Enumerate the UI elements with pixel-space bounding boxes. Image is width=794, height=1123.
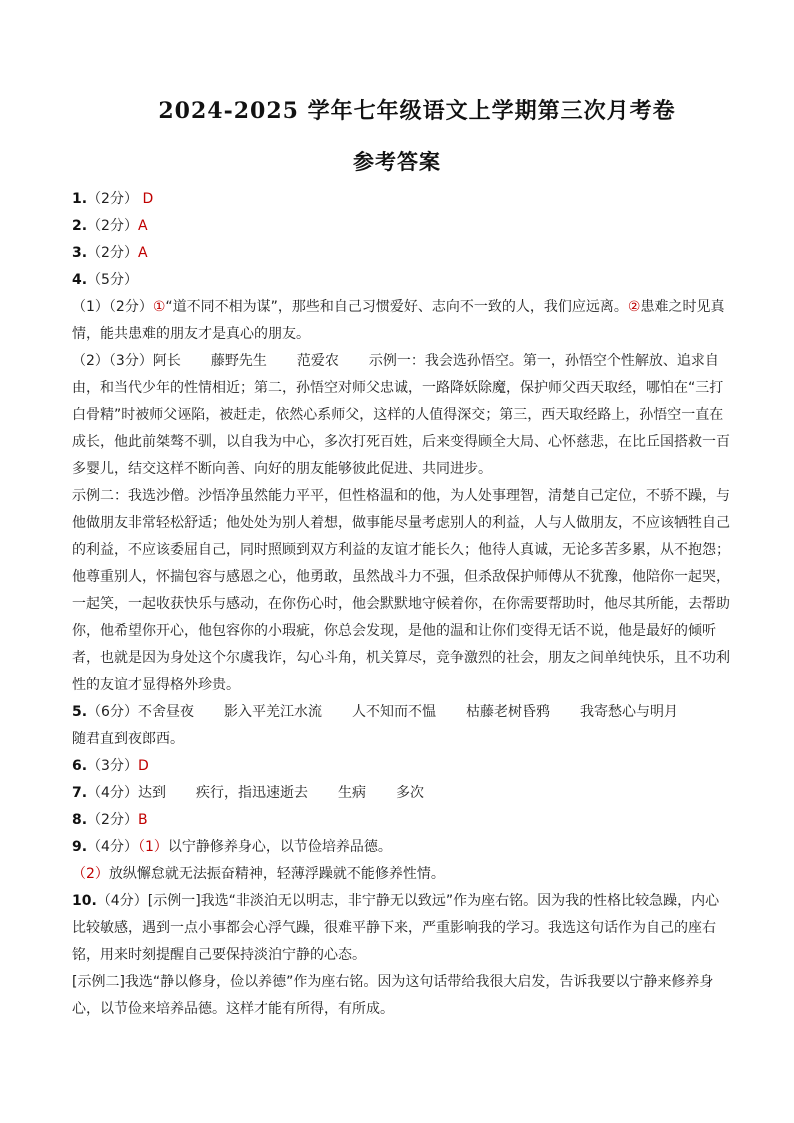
answer-2: 2.（2分）A <box>72 218 148 234</box>
page-title: 2024-2025 学年七年级语文上学期第三次月考卷 <box>158 98 676 124</box>
answer-value: D <box>142 191 154 207</box>
answer-content <box>72 186 732 1023</box>
page-subtitle: 参考答案 <box>353 150 441 174</box>
answer-5: 5.（6分）不舍昼夜 影入平羌江水流 人不知而不愠 枯藤老树昏鸦 我寄愁心与明月 随君直到夜郎西。 <box>72 704 678 747</box>
answer-3: 3.（2分）A <box>72 245 148 261</box>
answer-7: 7.（4分）达到 疾行，指迅速逝去 生病 多次 <box>72 785 424 801</box>
answer-10: 10.（4分）[示例一]我选“非淡泊无以明志，非宁静无以致远”作为座右铭。因为我的性格比较急躁，内心比较敏感，遇到一点小事都会心浮气躁，很难平静下来，严重影响我的学习。我选这句话作为自己的座右铭，用来时刻提醒自己要保持淡泊宁静的心态。 <box>72 893 720 963</box>
answer-4-part-2: （2）（3分）阿长 藤野先生 范爱农 示例一：我会选孙悟空。第一，孙悟空个性解放、追求自由，和当代少年的性情相近；第二，孙悟空对师父忠诚，一路降妖除魔，保护师父西天取经，哪怕在“三打白骨精”时被师父诬陷，被赶走，依然心系师父，这样的人值得深交；第三，西天取经路上，孙悟空一直在成长，他此前桀骜不驯，以自我为中心，多次打死百姓，后来变得顾全大局、心怀慈悲，在比丘国搭救一百多婴儿，结交这样不断向善、向好的朋友能够彼此促进、共同进步。 <box>72 353 730 477</box>
answer-1: 1.（2分） D <box>72 191 154 207</box>
answer-4-part-1: （1）（2分）①“道不同不相为谋”，那些和自己习惯爱好、志向不一致的人，我们应远离。②患难之时见真情，能共患难的朋友才是真心的朋友。 <box>72 299 725 342</box>
answer-9-part-2: （2）放纵懈怠就无法振奋精神，轻薄浮躁就不能修养性情。 <box>72 866 445 882</box>
answer-6: 6.（3分）D <box>72 758 149 774</box>
answer-8: 8.（2分）B <box>72 812 148 828</box>
answer-value: A <box>137 245 148 261</box>
answer-4: 4.（5分） <box>72 272 138 288</box>
answer-9: 9.（4分）（1）以宁静修养身心，以节俭培养品德。 <box>72 839 392 855</box>
answer-value: A <box>137 218 148 234</box>
answer-value: B <box>137 812 148 828</box>
circled-marker-2: ② <box>627 299 641 315</box>
answer-4-example-2: 示例二：我选沙僧。沙悟净虽然能力平平，但性格温和的他，为人处事理智，清楚自己定位，不骄不躁，与他做朋友非常轻松舒适；他处处为别人着想，做事能尽量考虑别人的利益，人与人做朋友，不应该牺牲自己的利益，不应该委屈自己，同时照顾到双方利益的友谊才能长久；他待人真诚，无论多苦多累，从不抱怨；他尊重别人，怀揣包容与感恩之心，他勇敢，虽然战斗力不强，但杀敌保护师傅从不犹豫，他陪你一起哭，一起笑，一起收获快乐与感动，在你伤心时，他会默默地守候着你，在你需要帮助时，他尽其所能，去帮助你，他希望你开心，他包容你的小瑕疵，你总会发现，是他的温和让你们变得无话不说，他是最好的倾听者，也就是因为身处这个尔虞我诈，勾心斗角，机关算尽，竞争激烈的社会，朋友之间单纯快乐，且不功利性的友谊才显得格外珍贵。 <box>72 488 730 693</box>
answer-value: D <box>137 758 149 774</box>
circled-marker-1: ① <box>152 299 166 315</box>
answer-10-example-2: [示例二]我选“静以修身，俭以养德”作为座右铭。因为这句话带给我很大启发，告诉我要以宁静来修养身心，以节俭来培养品德。这样才能有所得，有所成。 <box>72 974 714 1017</box>
